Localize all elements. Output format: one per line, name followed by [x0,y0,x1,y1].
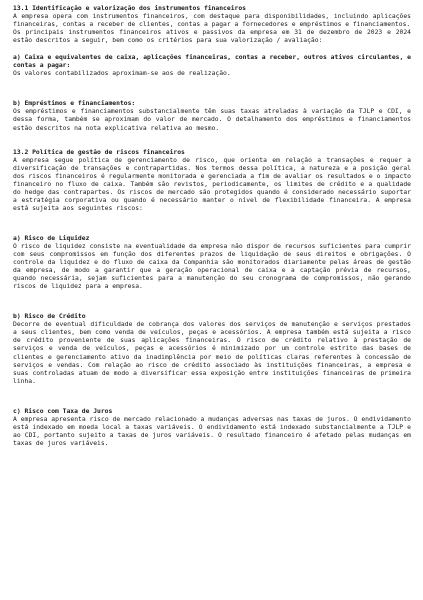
section-13-2-title: 13.2 Política de gestão de riscos financeiros [13,148,185,156]
item-b-loans-title: b) Empréstimos e financiamentos: [13,100,136,108]
interest-rate-risk-text: A empresa apresenta risco de mercado relacionado a mudanças adversas nas taxas de juros. O endividamento está indexado em moeda local a taxas variáveis. O endividamento está indexado substancialmente a TJLP e ao CDI, portanto sujeito a taxas de juros variáveis. O resultado financeiro é afetado pelas mudanças em taxas de juros variáveis. [13,415,411,447]
section-13-1-paragraph-1: A empresa opera com instrumentos financeiros, com destaque para disponibilidades, incluindo aplicações financeiras, contas a receber de clientes, contas a pagar a fornecedores e empréstimos e financiamentos. [13,13,411,29]
liquidity-risk-title: a) Risco de Liquidez [13,234,90,242]
interest-rate-risk-title: c) Risco com Taxa de Juros [13,407,113,415]
section-13-2-paragraph-1: A empresa segue política de gerenciamento de risco, que orienta em relação a transações e requer a diversificação de transações e contrapartidas. Nos termos dessa política, a natureza e a posição geral dos riscos financeiros é regularmente monitorada e gerenciada a fim de avaliar os resultados e o impacto financeiro no fluxo de caixa. Também são revistos, periodicamente, os limites de crédito e a qualidade do hedge das contrapartes. Os riscos de mercado são protegidos quando é considerado necessário suportar a estratégia corporativa ou quando é necessário manter o nível de flexibilidade financeira. A empresa está sujeita aos seguintes riscos: [13,156,411,212]
section-13-2 [13,149,411,448]
item-a-cash-title: a) Caixa e equivalentes de caixa, aplicações financeiras, contas a receber, outros ativos circulantes, e contas a pagar: [13,54,411,70]
section-13-1-paragraph-2: Os principais instrumentos financeiros ativos e passivos da empresa em 31 de dezembro de 2023 e 2024 estão descritos a seguir, bem como os critérios para sua valorização / avaliação: [13,29,411,45]
item-a-cash-text: Os valores contabilizados aproximam-se aos de realização. [13,70,231,78]
item-b-loans-text: Os empréstimos e financiamentos substancialmente têm suas taxas atreladas à variação da TJLP e CDI, e dessa forma, também se aproximam do valor de mercado. O detalhamento dos empréstimos e financiamentos estão descritos na nota explicativa relativa ao mesmo. [13,108,411,132]
section-13-1-title: 13.1 Identificação e valorização dos instrumentos financeiros [13,5,246,12]
credit-risk-text: Decorre de eventual dificuldade de cobrança dos valores dos serviços de manutenção e serviços prestados a seus clientes, bem como venda de veículos, peças e acessórios. A empresa também está sujeita a risco de crédito proveniente de suas aplicações financeiras. O risco de crédito relativo à prestação de serviços e venda de veículos, peças e acessórios é minimizado por um controle estrito das bases de clientes e gerenciamento ativo da inadimplência por meio de políticas claras referentes à concessão de serviços e vendas. Com relação ao risco de crédito associado às instituições financeiras, a empresa e suas controladas atuam de modo a diversificar essa exposição entre instituições financeiras de primeira linha. [13,321,411,385]
credit-risk-title: b) Risco de Crédito [13,313,86,321]
liquidity-risk-text: O risco de liquidez consiste na eventualidade da empresa não dispor de recursos suficientes para cumprir com seus compromissos em função dos diferentes prazos de liquidação de seus direitos e obrigações. O controle da liquidez e do fluxo de caixa da Companhia são monitorados diariamente pelas áreas de gestão da empresa, de modo a garantir que a geração operacional de caixa e a captação prévia de recursos, quando necessária, sejam suficientes para a manutenção do seu cronograma de compromissos, não gerando riscos de liquidez para a empresa. [13,242,411,291]
section-13-1 [13,5,411,133]
